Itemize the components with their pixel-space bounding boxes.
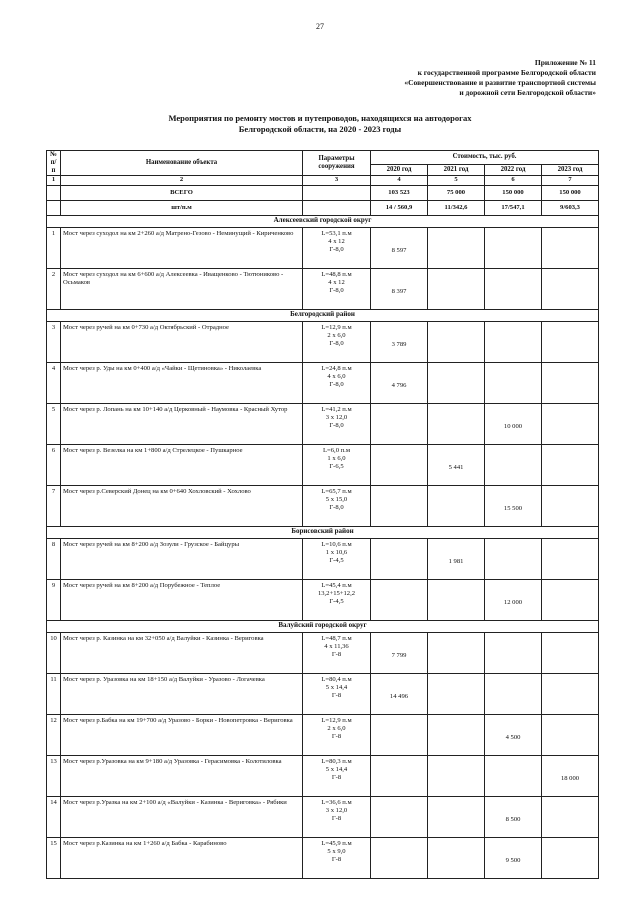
table-row [47, 486, 599, 527]
colnum-6: 6 [485, 176, 542, 186]
table-row [47, 797, 599, 838]
object-name: Мост через суходол на км 6+600 а/д Алексеевка - Иващенково - Тютюниково - Осьмаков [61, 269, 303, 310]
units-row [47, 201, 599, 216]
param-line: 5 х 14,4 [325, 766, 348, 773]
cost-2020 [371, 539, 428, 580]
param-line: L=80,3 п.м [321, 758, 352, 765]
cost-2023 [542, 445, 599, 486]
colnum-2: 2 [61, 176, 303, 186]
param-line: Г-8 [331, 733, 342, 740]
cost-2023 [542, 228, 599, 269]
units-2021: 11/342,6 [428, 201, 485, 216]
total-2020: 103 523 [371, 186, 428, 201]
document-title [0, 113, 640, 135]
table-row [47, 539, 599, 580]
structure-params [303, 363, 371, 404]
param-line: 4 х 12 [328, 238, 345, 245]
param-line: 5 х 9,0 [327, 848, 346, 855]
param-line: 3 х 12,0 [325, 807, 348, 814]
row-number: 12 [47, 715, 61, 756]
cost-2022: 8 500 [485, 797, 542, 838]
cost-2022 [485, 445, 542, 486]
structure-params [303, 322, 371, 363]
param-line: 2 х 6,0 [327, 725, 346, 732]
structure-params [303, 539, 371, 580]
table-row [47, 580, 599, 621]
row-number: 11 [47, 674, 61, 715]
header-params: Параметры сооружения [303, 151, 371, 176]
appendix-line-4: и дорожной сети Белгородской области» [459, 88, 596, 97]
colnum-3: 3 [303, 176, 371, 186]
section-title: Борисовский район [47, 527, 599, 539]
cost-2021 [428, 228, 485, 269]
page-number: 27 [316, 22, 324, 31]
units-2022: 17/547,1 [485, 201, 542, 216]
header-2022: 2022 год [485, 164, 542, 175]
appendix-line-2: к государственной программе Белгородской области [417, 68, 596, 77]
cost-2022: 4 500 [485, 715, 542, 756]
object-name: Мост через суходол на км 2+260 а/д Матрено-Гезово - Неминущий - Кириченково [61, 228, 303, 269]
object-name: Мост через р. Уразовка на км 18+150 а/д Валуйки - Уразово - Логачевка [61, 674, 303, 715]
param-line: 4 х 11,36 [324, 643, 349, 650]
structure-params [303, 580, 371, 621]
param-line: Г-4,5 [329, 598, 344, 605]
header-num: № п/п [47, 151, 61, 176]
param-line: L=65,7 п.м [321, 488, 352, 495]
row-number: 7 [47, 486, 61, 527]
appendix-header [296, 58, 596, 98]
param-line: L=10,6 п.м [321, 541, 352, 548]
param-line: Г-8 [331, 815, 342, 822]
cost-2021: 1 981 [428, 539, 485, 580]
total-label: ВСЕГО [61, 186, 303, 201]
cost-2023 [542, 322, 599, 363]
param-line: Г-8 [331, 774, 342, 781]
param-line: L=24,8 п.м [321, 365, 352, 372]
colnum-4: 4 [371, 176, 428, 186]
cost-2020: 8 397 [371, 269, 428, 310]
colnum-5: 5 [428, 176, 485, 186]
cost-2022: 12 000 [485, 580, 542, 621]
cost-2021: 5 441 [428, 445, 485, 486]
cost-2022 [485, 363, 542, 404]
param-line: 5 х 15,0 [325, 496, 348, 503]
colnum-7: 7 [542, 176, 599, 186]
cost-2020 [371, 838, 428, 879]
object-name: Мост через р. Везелка на км 1+800 а/д Стрелецкое - Пушкарное [61, 445, 303, 486]
column-number-row [47, 176, 599, 186]
cost-2021 [428, 404, 485, 445]
appendix-line-3: «Совершенствование и развитие транспортной системы [404, 78, 596, 87]
cost-2020 [371, 445, 428, 486]
param-line: L=80,4 п.м [321, 676, 352, 683]
object-name: Мост через р.Уразовка на км 9+180 а/д Уразовка - Герасимовка - Колотиловка [61, 756, 303, 797]
table-row [47, 404, 599, 445]
object-name: Мост через р. Уды на км 0+400 а/д «Чайки - Щетиновка» - Николаевка [61, 363, 303, 404]
cost-2023 [542, 797, 599, 838]
param-line: Г-8 [331, 692, 342, 699]
row-number: 13 [47, 756, 61, 797]
param-line: 13,2+15+12,2 [317, 590, 356, 597]
param-line: 2 х 6,0 [327, 332, 346, 339]
table-row [47, 633, 599, 674]
header-2023: 2023 год [542, 164, 599, 175]
cost-2020: 4 796 [371, 363, 428, 404]
cost-2023 [542, 674, 599, 715]
object-name: Мост через ручей на км 8+200 а/д Порубежное - Теплое [61, 580, 303, 621]
param-line: 1 х 6,0 [327, 455, 346, 462]
units-2023: 9/603,3 [542, 201, 599, 216]
param-line: L=41,2 п.м [321, 406, 352, 413]
cost-2022 [485, 756, 542, 797]
cost-2022: 15 500 [485, 486, 542, 527]
cost-2020: 14 496 [371, 674, 428, 715]
section-row [47, 527, 599, 539]
param-line: L=53,1 п.м [321, 230, 352, 237]
param-line: L=12,9 п.м [321, 717, 352, 724]
cost-2020: 7 799 [371, 633, 428, 674]
object-name: Мост через р. Казинка на км 32+050 а/д Валуйки - Казинка - Вериговка [61, 633, 303, 674]
param-line: L=36,6 п.м [321, 799, 352, 806]
cost-2022 [485, 633, 542, 674]
object-name: Мост через ручей на км 8+200 а/д Зозули - Грузское - Байцуры [61, 539, 303, 580]
structure-params [303, 633, 371, 674]
appendix-line-1: Приложение № 11 [534, 58, 596, 67]
param-line: Г-8,0 [329, 340, 344, 347]
param-line: L=12,9 п.м [321, 324, 352, 331]
cost-2021 [428, 486, 485, 527]
object-name: Мост через р. Лопань на км 10+140 а/д Церковный - Наумовка - Красный Хутор [61, 404, 303, 445]
cost-2023 [542, 486, 599, 527]
table-row [47, 322, 599, 363]
param-line: Г-8 [331, 651, 342, 658]
cost-2023 [542, 404, 599, 445]
param-line: Г-8,0 [329, 287, 344, 294]
table-row [47, 838, 599, 879]
row-number: 4 [47, 363, 61, 404]
row-number: 6 [47, 445, 61, 486]
object-name: Мост через р.Казинка на км 1+260 а/д Бабка - Карабиново [61, 838, 303, 879]
cost-2020 [371, 580, 428, 621]
object-name: Мост через р.Уразка на км 2+100 а/д «Валуйки - Казинка - Вериговка» - Рябики [61, 797, 303, 838]
structure-params [303, 838, 371, 879]
cost-2020 [371, 756, 428, 797]
param-line: Г-4,5 [329, 557, 344, 564]
param-line: 5 х 14,4 [325, 684, 348, 691]
cost-2023 [542, 363, 599, 404]
structure-params [303, 756, 371, 797]
param-line: 4 х 6,0 [327, 373, 346, 380]
structure-params [303, 674, 371, 715]
cost-2022 [485, 269, 542, 310]
structure-params [303, 715, 371, 756]
cost-2022: 10 000 [485, 404, 542, 445]
section-row [47, 621, 599, 633]
bridges-table [46, 150, 599, 879]
row-number: 15 [47, 838, 61, 879]
total-2023: 150 000 [542, 186, 599, 201]
cost-2021 [428, 269, 485, 310]
section-title: Белгородский район [47, 310, 599, 322]
section-title: Валуйский городской округ [47, 621, 599, 633]
cost-2022 [485, 539, 542, 580]
header-2020: 2020 год [371, 164, 428, 175]
cost-2023 [542, 633, 599, 674]
cost-2021 [428, 756, 485, 797]
cost-2020 [371, 797, 428, 838]
header-cost: Стоимость, тыс. руб. [371, 151, 599, 165]
param-line: L=45,4 п.м [321, 582, 352, 589]
table-row [47, 445, 599, 486]
cost-2020 [371, 715, 428, 756]
row-number: 5 [47, 404, 61, 445]
param-line: Г-8,0 [329, 246, 344, 253]
cost-2022 [485, 674, 542, 715]
units-label: шт/п.м [61, 201, 303, 216]
row-number: 8 [47, 539, 61, 580]
cost-2021 [428, 363, 485, 404]
title-line-1: Мероприятия по ремонту мостов и путепроводов, находящихся на автодорогах [168, 113, 472, 123]
cost-2021 [428, 580, 485, 621]
title-line-2: Белгородской области, на 2020 - 2023 годы [238, 124, 402, 134]
row-number: 3 [47, 322, 61, 363]
table-row [47, 363, 599, 404]
structure-params [303, 228, 371, 269]
cost-2020: 8 597 [371, 228, 428, 269]
param-line: L=48,7 п.м [321, 635, 352, 642]
structure-params [303, 404, 371, 445]
cost-2021 [428, 715, 485, 756]
param-line: 3 х 12,0 [325, 414, 348, 421]
row-number: 9 [47, 580, 61, 621]
total-2022: 150 000 [485, 186, 542, 201]
row-number: 1 [47, 228, 61, 269]
table-row [47, 715, 599, 756]
structure-params [303, 269, 371, 310]
cost-2022 [485, 322, 542, 363]
total-2021: 75 000 [428, 186, 485, 201]
cost-2023: 18 000 [542, 756, 599, 797]
cost-2021 [428, 674, 485, 715]
header-name: Наименование объекта [61, 151, 303, 176]
param-line: L=48,8 п.м [321, 271, 352, 278]
section-row [47, 216, 599, 228]
cost-2021 [428, 838, 485, 879]
cost-2020: 3 789 [371, 322, 428, 363]
param-line: Г-8 [331, 856, 342, 863]
object-name: Мост через ручей на км 0+730 а/д Октябрьский - Отрадное [61, 322, 303, 363]
object-name: Мост через р.Бабка на км 19+700 а/д Уразово - Борки - Новопетровка - Вериговка [61, 715, 303, 756]
cost-2023 [542, 269, 599, 310]
cost-2020 [371, 486, 428, 527]
colnum-1: 1 [47, 176, 61, 186]
section-title: Алексеевский городской округ [47, 216, 599, 228]
row-number: 2 [47, 269, 61, 310]
param-line: Г-6,5 [329, 463, 344, 470]
cost-2021 [428, 797, 485, 838]
cost-2021 [428, 322, 485, 363]
row-number: 14 [47, 797, 61, 838]
cost-2020 [371, 404, 428, 445]
cost-2023 [542, 838, 599, 879]
param-line: Г-8,0 [329, 504, 344, 511]
units-2020: 14 / 560,9 [371, 201, 428, 216]
total-row [47, 186, 599, 201]
structure-params [303, 797, 371, 838]
cost-2023 [542, 580, 599, 621]
cost-2023 [542, 715, 599, 756]
table-row [47, 674, 599, 715]
structure-params [303, 486, 371, 527]
param-line: Г-8,0 [329, 422, 344, 429]
table-row [47, 228, 599, 269]
object-name: Мост через р.Северский Донец на км 0+640 Хохловский - Хохлово [61, 486, 303, 527]
cost-2021 [428, 633, 485, 674]
table-row [47, 269, 599, 310]
cost-2022 [485, 228, 542, 269]
cost-2022: 9 500 [485, 838, 542, 879]
param-line: Г-8,0 [329, 381, 344, 388]
section-row [47, 310, 599, 322]
header-2021: 2021 год [428, 164, 485, 175]
param-line: L=45,9 п.м [321, 840, 352, 847]
param-line: 1 х 10,6 [325, 549, 348, 556]
structure-params [303, 445, 371, 486]
row-number: 10 [47, 633, 61, 674]
param-line: 4 х 12 [328, 279, 345, 286]
table-row [47, 756, 599, 797]
cost-2023 [542, 539, 599, 580]
param-line: L=6,0 п.м [323, 447, 350, 454]
